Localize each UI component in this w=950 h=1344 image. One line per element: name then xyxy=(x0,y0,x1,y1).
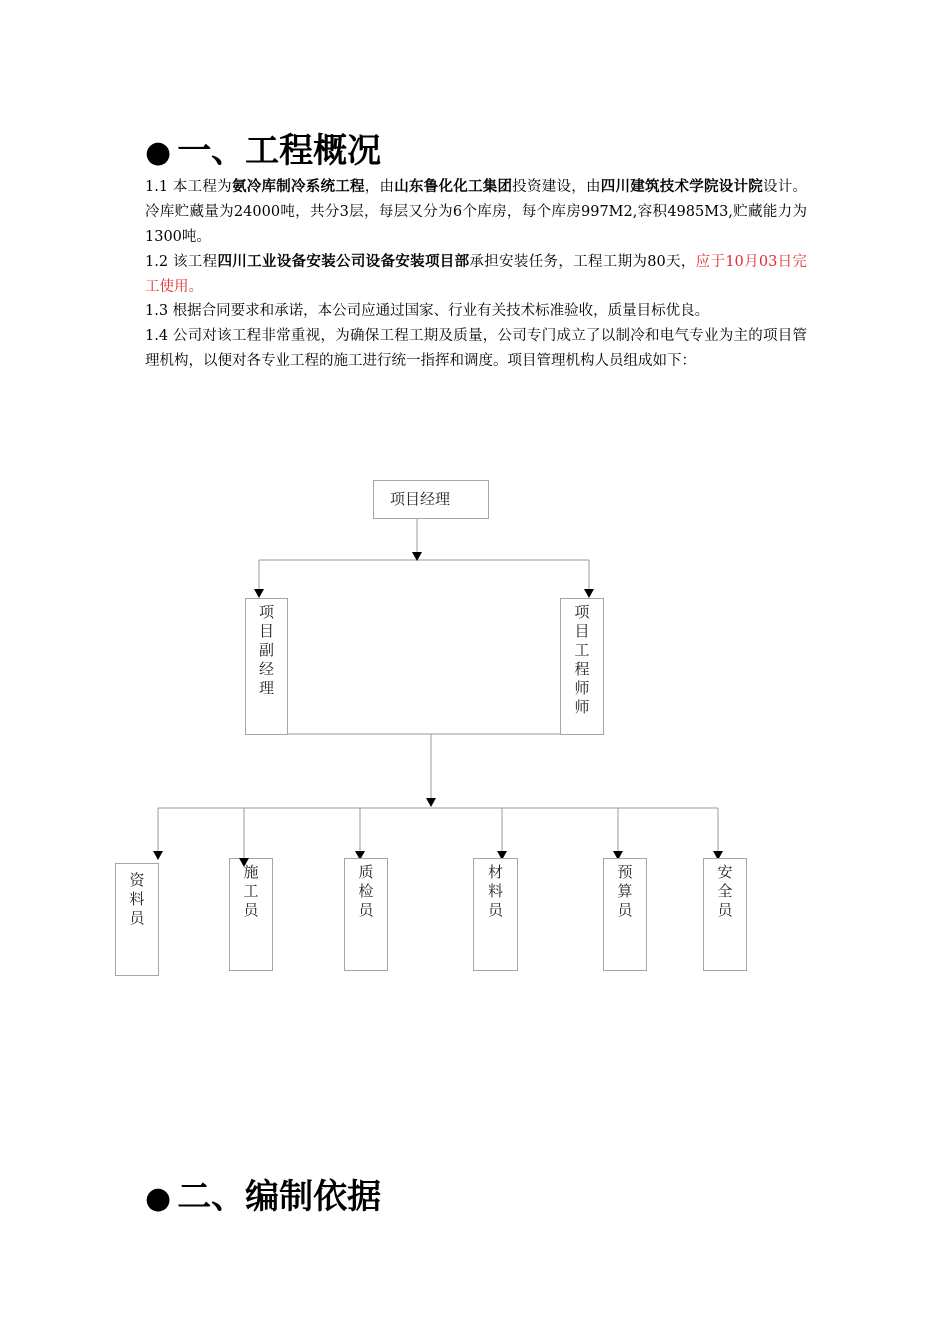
node-char: 师 xyxy=(574,679,590,697)
paragraph-1-3: 1.3 根据合同要求和承诺，本公司应通过国家、行业有关技术标准验收，质量目标优良。 xyxy=(145,303,710,319)
text: 1.2 该工程 xyxy=(145,254,218,270)
node-char: 项 xyxy=(258,603,274,621)
section-title: 一、工程概况 xyxy=(177,131,382,171)
node-char: 员 xyxy=(358,901,374,919)
node-char: 员 xyxy=(487,901,503,919)
node-char: 料 xyxy=(129,890,145,908)
node-char: 师 xyxy=(574,698,590,716)
bullet-icon: ● xyxy=(145,1181,172,1216)
node-char: 预 xyxy=(617,863,633,881)
node-char: 员 xyxy=(129,909,145,927)
node-char: 副 xyxy=(258,641,274,659)
text: ，由 xyxy=(364,179,395,195)
text: 投资建设，由 xyxy=(512,179,601,195)
paragraph-1-4: 1.4 公司对该工程非常重视，为确保工程工期及质量，公司专门成立了以制冷和电气专业为主的项目管理机构，以便对各专业工程的施工进行统一指挥和调度。项目管理机构人员组成如下： xyxy=(145,328,807,369)
bullet-icon: ● xyxy=(145,135,172,170)
node-char: 质 xyxy=(358,863,374,881)
text: 承担安装任务，工程工期为80天， xyxy=(469,254,696,270)
node-char: 资 xyxy=(129,871,145,889)
org-node-project-manager: 项目经理 xyxy=(373,480,489,519)
arrow-icon xyxy=(239,858,249,867)
designer-name: 四川建筑技术学院设计院 xyxy=(600,179,764,195)
node-char: 经 xyxy=(258,660,274,678)
section-heading-basis xyxy=(145,1177,381,1219)
node-char: 材 xyxy=(487,863,503,881)
node-char: 料 xyxy=(487,882,503,900)
node-char: 安 xyxy=(717,863,733,881)
text: 1.1 本工程为 xyxy=(145,179,232,195)
node-char: 目 xyxy=(258,622,274,640)
node-char: 员 xyxy=(243,901,259,919)
node-char: 员 xyxy=(617,901,633,919)
node-char: 程 xyxy=(574,660,590,678)
node-char: 全 xyxy=(717,882,733,900)
node-char: 检 xyxy=(358,882,374,900)
text: 设计。冷库贮藏量为24000吨，共分3层，每层又分为6个库房，每个库房997M2,容积4985M3,贮藏能力为1300吨。 xyxy=(145,179,808,245)
contractor-name: 四川工业设备安装公司设备安装项目部 xyxy=(217,254,470,270)
node-char: 员 xyxy=(717,901,733,919)
node-char: 理 xyxy=(258,679,274,697)
node-char: 项 xyxy=(574,603,590,621)
investor-name: 山东鲁化化工集团 xyxy=(394,179,513,195)
project-name: 氨冷库制冷系统工程 xyxy=(231,179,365,195)
node-char: 施 xyxy=(243,863,259,881)
node-char: 工 xyxy=(574,641,590,659)
node-char: 工 xyxy=(243,882,259,900)
section-title: 二、编制依据 xyxy=(177,1177,382,1217)
completion-date-text: 应于10月03日完工使用。 xyxy=(145,254,807,295)
node-char: 算 xyxy=(617,882,633,900)
node-char: 目 xyxy=(574,622,590,640)
